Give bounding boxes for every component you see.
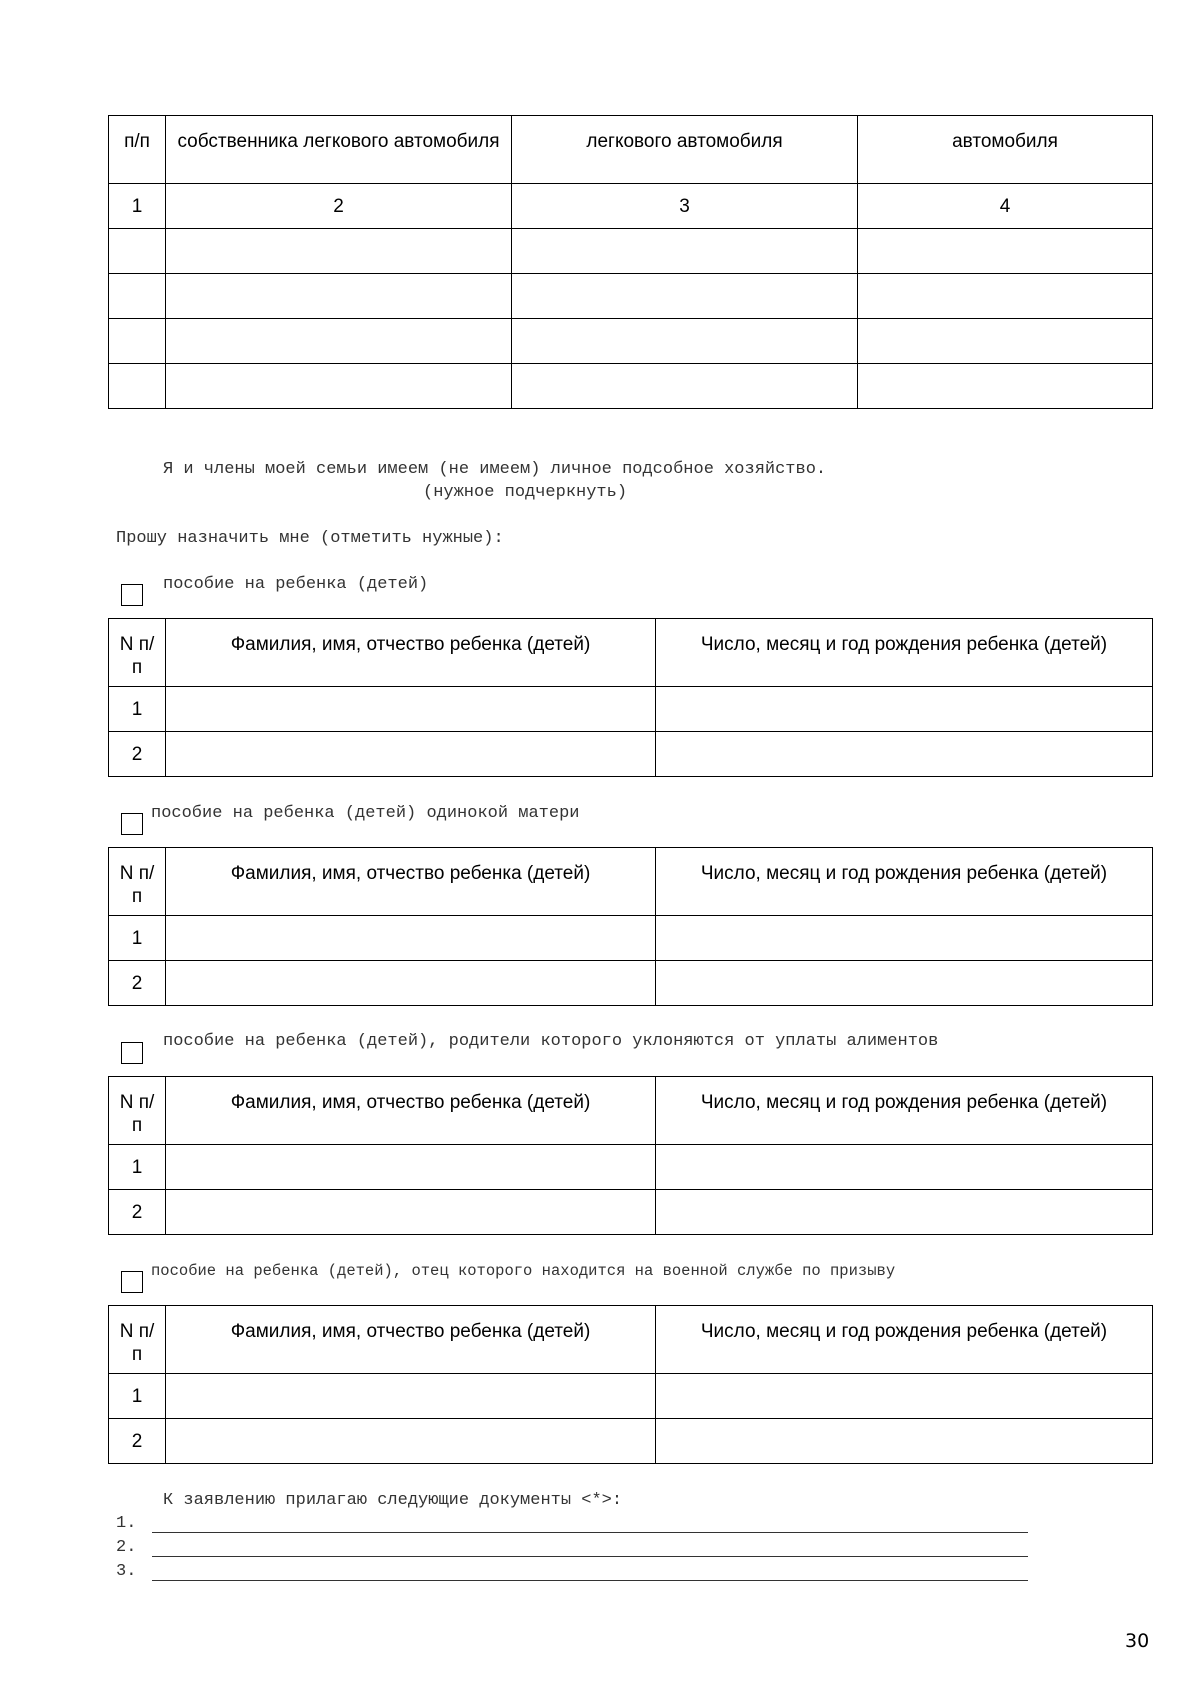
table-cell[interactable] xyxy=(166,364,512,409)
table-cell[interactable] xyxy=(656,916,1153,961)
row-number: 1 xyxy=(109,916,166,961)
table-cell[interactable] xyxy=(166,961,656,1006)
blank-line xyxy=(152,1556,1028,1557)
table-row xyxy=(109,1190,1153,1235)
row-number: 1 xyxy=(109,1145,166,1190)
table-cell[interactable] xyxy=(858,229,1153,274)
table-cell[interactable] xyxy=(512,274,858,319)
benefit-label-child: пособие на ребенка (детей) xyxy=(163,575,429,594)
benefit-checkbox-military[interactable] xyxy=(121,1271,143,1293)
table-cell[interactable] xyxy=(109,364,166,409)
child-table xyxy=(108,1076,1153,1235)
blank-line xyxy=(152,1532,1028,1533)
child-header-name: Фамилия, имя, отчество ребенка (детей) xyxy=(166,848,656,916)
table-cell[interactable] xyxy=(656,961,1153,1006)
car-header-auto: автомобиля xyxy=(858,116,1153,184)
benefit-checkbox-single-mother[interactable] xyxy=(121,813,143,835)
table-cell[interactable] xyxy=(656,732,1153,777)
table-cell[interactable] xyxy=(512,319,858,364)
table-cell[interactable] xyxy=(166,229,512,274)
table-cell[interactable] xyxy=(512,229,858,274)
table-row xyxy=(109,274,1153,319)
child-header-num: N п/п xyxy=(109,1077,166,1145)
car-col-number: 3 xyxy=(512,184,858,229)
child-header-num: N п/п xyxy=(109,619,166,687)
row-number: 2 xyxy=(109,732,166,777)
table-cell[interactable] xyxy=(858,319,1153,364)
child-table xyxy=(108,618,1153,777)
table-cell[interactable] xyxy=(166,319,512,364)
household-hint: (нужное подчеркнуть) xyxy=(423,483,628,502)
table-cell[interactable] xyxy=(656,1374,1153,1419)
table-cell[interactable] xyxy=(109,274,166,319)
document-line-number: 2. xyxy=(116,1538,137,1557)
car-table xyxy=(108,115,1153,409)
table-cell[interactable] xyxy=(656,1419,1153,1464)
table-cell[interactable] xyxy=(166,1190,656,1235)
document-line-number: 1. xyxy=(116,1514,137,1533)
table-cell[interactable] xyxy=(166,274,512,319)
car-header-owner: собственника легкового автомобиля xyxy=(166,116,512,184)
table-row xyxy=(109,916,1153,961)
table-row xyxy=(109,1145,1153,1190)
child-table xyxy=(108,1305,1153,1464)
table-cell[interactable] xyxy=(166,732,656,777)
child-header-dob: Число, месяц и год рождения ребенка (детей) xyxy=(656,848,1153,916)
table-row xyxy=(109,364,1153,409)
table-row xyxy=(109,687,1153,732)
table-cell[interactable] xyxy=(858,274,1153,319)
car-col-number: 1 xyxy=(109,184,166,229)
table-cell[interactable] xyxy=(656,1190,1153,1235)
car-header-num: п/п xyxy=(109,116,166,184)
row-number: 2 xyxy=(109,961,166,1006)
table-row xyxy=(109,319,1153,364)
car-header-car: легкового автомобиля xyxy=(512,116,858,184)
car-col-number: 4 xyxy=(858,184,1153,229)
table-cell[interactable] xyxy=(166,916,656,961)
row-number: 2 xyxy=(109,1190,166,1235)
page-number: 30 xyxy=(1125,1630,1150,1652)
benefit-checkbox-child[interactable] xyxy=(121,584,143,606)
table-cell[interactable] xyxy=(858,364,1153,409)
child-header-dob: Число, месяц и год рождения ребенка (детей) xyxy=(656,1077,1153,1145)
table-cell[interactable] xyxy=(166,1374,656,1419)
benefit-label-military: пособие на ребенка (детей), отец которого находится на военной службе по призыву xyxy=(151,1262,896,1280)
row-number: 1 xyxy=(109,687,166,732)
table-cell[interactable] xyxy=(166,687,656,732)
table-row xyxy=(109,961,1153,1006)
benefit-label-single-mother: пособие на ребенка (детей) одинокой матери xyxy=(151,804,580,823)
benefit-checkbox-alimony[interactable] xyxy=(121,1042,143,1064)
table-cell[interactable] xyxy=(166,1419,656,1464)
documents-intro: К заявлению прилагаю следующие документы <*>: xyxy=(163,1491,623,1510)
child-header-name: Фамилия, имя, отчество ребенка (детей) xyxy=(166,619,656,687)
car-col-number: 2 xyxy=(166,184,512,229)
document-line-number: 3. xyxy=(116,1562,137,1581)
row-number: 1 xyxy=(109,1374,166,1419)
table-row xyxy=(109,1419,1153,1464)
table-cell[interactable] xyxy=(166,1145,656,1190)
table-cell[interactable] xyxy=(109,319,166,364)
child-table xyxy=(108,847,1153,1006)
table-row xyxy=(109,229,1153,274)
table-cell[interactable] xyxy=(512,364,858,409)
benefit-label-alimony: пособие на ребенка (детей), родители которого уклоняются от уплаты алиментов xyxy=(163,1032,939,1051)
table-cell[interactable] xyxy=(109,229,166,274)
household-statement: Я и члены моей семьи имеем (не имеем) личное подсобное хозяйство. xyxy=(163,460,827,479)
child-header-dob: Число, месяц и год рождения ребенка (детей) xyxy=(656,619,1153,687)
row-number: 2 xyxy=(109,1419,166,1464)
table-cell[interactable] xyxy=(656,687,1153,732)
child-header-num: N п/п xyxy=(109,848,166,916)
child-header-name: Фамилия, имя, отчество ребенка (детей) xyxy=(166,1306,656,1374)
request-text: Прошу назначить мне (отметить нужные): xyxy=(116,529,504,548)
child-header-name: Фамилия, имя, отчество ребенка (детей) xyxy=(166,1077,656,1145)
child-header-dob: Число, месяц и год рождения ребенка (детей) xyxy=(656,1306,1153,1374)
table-cell[interactable] xyxy=(656,1145,1153,1190)
table-row xyxy=(109,732,1153,777)
table-row xyxy=(109,1374,1153,1419)
child-header-num: N п/п xyxy=(109,1306,166,1374)
blank-line xyxy=(152,1580,1028,1581)
